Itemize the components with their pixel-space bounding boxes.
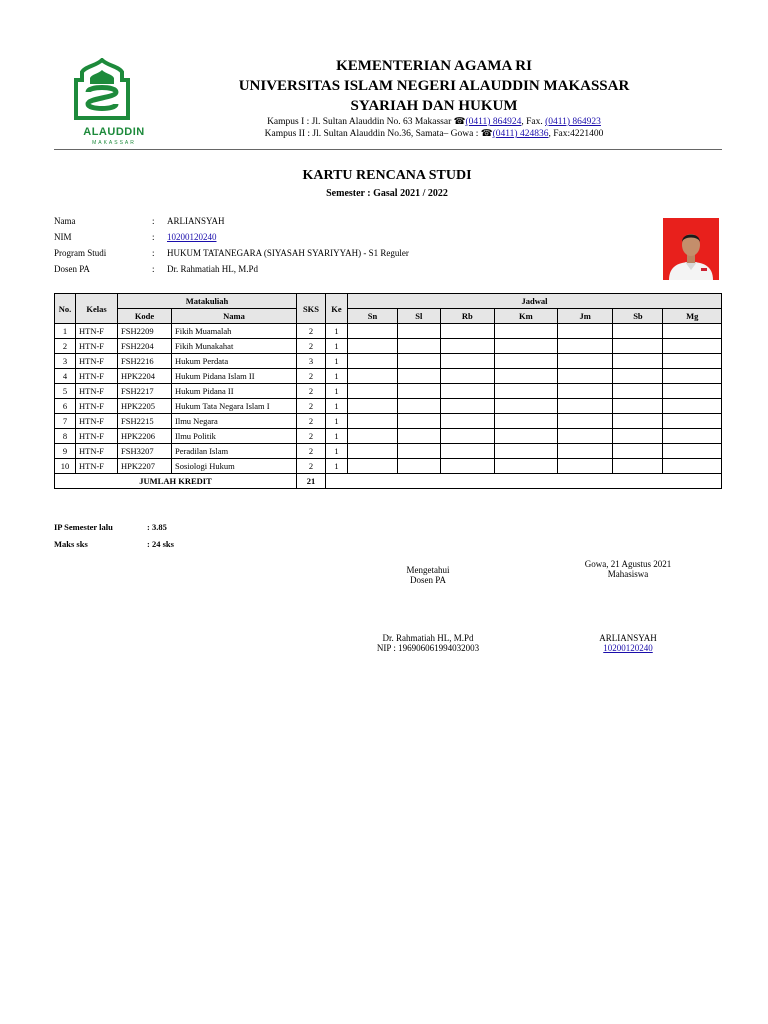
row-no: 6: [55, 399, 76, 414]
letterhead: [54, 56, 722, 148]
schedule-cell: [397, 399, 440, 414]
schedule-cell: [440, 414, 494, 429]
schedule-cell: [557, 459, 613, 474]
schedule-cell: [348, 339, 398, 354]
maks-value: : 24 sks: [147, 539, 174, 549]
schedule-cell: [494, 354, 557, 369]
info-row-dosen: Dosen PA : Dr. Rahmatiah HL, M.Pd: [54, 264, 258, 274]
info-row-prodi: Program Studi : HUKUM TATANEGARA (SIYASAH SYARIYYAH) - S1 Reguler: [54, 248, 409, 258]
schedule-cell: [613, 354, 663, 369]
schedule-cell: [397, 369, 440, 384]
campus1-fax-link[interactable]: (0411) 864923: [545, 117, 601, 127]
advisor-nip: NIP : 196906061994032003: [376, 643, 480, 653]
table-row: [55, 459, 722, 474]
campus1-phone-link[interactable]: (0411) 864924: [465, 117, 522, 127]
schedule-cell: [494, 384, 557, 399]
row-nama: Fikih Muamalah: [172, 324, 297, 339]
student-signature-heading: Gowa, 21 Agustus 2021 Mahasiswa: [560, 559, 696, 579]
table-row: [55, 444, 722, 459]
row-nama: Hukum Pidana Islam II: [172, 369, 297, 384]
ip-value: : 3.85: [147, 522, 167, 532]
col-nama: Nama: [172, 309, 297, 324]
schedule-cell: [348, 399, 398, 414]
schedule-cell: [663, 384, 722, 399]
col-day-rb: Rb: [440, 309, 494, 324]
schedule-cell: [663, 354, 722, 369]
row-kode: FSH2215: [118, 414, 172, 429]
table-row: [55, 399, 722, 414]
schedule-cell: [397, 354, 440, 369]
student-nim-link[interactable]: 10200120240: [167, 232, 217, 242]
row-ke: 1: [326, 324, 348, 339]
row-sks: 2: [297, 369, 326, 384]
schedule-cell: [397, 384, 440, 399]
col-day-km: Km: [494, 309, 557, 324]
semester-label: Semester : Gasal 2021 / 2022: [326, 188, 448, 199]
table-row: [55, 384, 722, 399]
logo-wordmark: ALAUDDIN: [83, 126, 145, 138]
schedule-cell: [663, 324, 722, 339]
row-no: 4: [55, 369, 76, 384]
row-sks: 2: [297, 414, 326, 429]
schedule-cell: [494, 459, 557, 474]
schedule-cell: [348, 429, 398, 444]
schedule-cell: [494, 429, 557, 444]
row-kode: FSH2204: [118, 339, 172, 354]
student-photo: [663, 218, 719, 280]
schedule-cell: [613, 444, 663, 459]
row-ke: 1: [326, 384, 348, 399]
row-kode: FSH2216: [118, 354, 172, 369]
row-ke: 1: [326, 459, 348, 474]
col-day-sb: Sb: [613, 309, 663, 324]
schedule-cell: [348, 414, 398, 429]
table-row: [55, 429, 722, 444]
row-nama: Hukum Perdata: [172, 354, 297, 369]
row-sks: 2: [297, 444, 326, 459]
schedule-cell: [663, 429, 722, 444]
col-matakuliah: Matakuliah: [118, 294, 297, 309]
table-row: [55, 414, 722, 429]
row-ke: 1: [326, 354, 348, 369]
row-sks: 2: [297, 459, 326, 474]
student-name: ARLIANSYAH: [167, 216, 225, 226]
row-kelas: HTN-F: [76, 459, 118, 474]
col-ke: Ke: [326, 294, 348, 324]
row-no: 7: [55, 414, 76, 429]
col-jadwal: Jadwal: [348, 294, 722, 309]
schedule-cell: [613, 414, 663, 429]
schedule-cell: [613, 339, 663, 354]
row-ke: 1: [326, 444, 348, 459]
schedule-cell: [494, 369, 557, 384]
schedule-cell: [613, 459, 663, 474]
campus1-address: Kampus I : Jl. Sultan Alauddin No. 63 Makassar ☎(0411) 864924, Fax. (0411) 864923: [267, 117, 601, 127]
schedule-cell: [613, 324, 663, 339]
signing-date: Gowa, 21 Agustus 2021: [584, 559, 672, 569]
schedule-cell: [494, 339, 557, 354]
row-kelas: HTN-F: [76, 369, 118, 384]
info-row-nama: Nama : ARLIANSYAH: [54, 216, 225, 226]
schedule-cell: [440, 444, 494, 459]
row-no: 10: [55, 459, 76, 474]
row-kelas: HTN-F: [76, 429, 118, 444]
schedule-cell: [348, 384, 398, 399]
row-sks: 2: [297, 324, 326, 339]
schedule-cell: [557, 399, 613, 414]
row-kode: HPK2206: [118, 429, 172, 444]
schedule-cell: [494, 324, 557, 339]
schedule-cell: [397, 324, 440, 339]
schedule-cell: [348, 444, 398, 459]
schedule-cell: [440, 384, 494, 399]
schedule-cell: [557, 384, 613, 399]
ip-row: IP Semester lalu : 3.85: [54, 522, 167, 532]
schedule-cell: [440, 429, 494, 444]
advisor-signature: [340, 633, 516, 653]
schedule-cell: [663, 369, 722, 384]
table-row: [55, 324, 722, 339]
advisor-name: Dr. Rahmatiah HL, M.Pd: [382, 633, 474, 643]
row-kode: FSH3207: [118, 444, 172, 459]
row-sks: 3: [297, 354, 326, 369]
faculty-name: SYARIAH DAN HUKUM: [350, 98, 518, 114]
semester-summary: [54, 522, 254, 556]
row-nama: Hukum Tata Negara Islam I: [172, 399, 297, 414]
university-logo: [66, 58, 145, 146]
row-sks: 2: [297, 429, 326, 444]
logo-subtext: MAKASSAR: [92, 140, 136, 146]
col-day-sn: Sn: [348, 309, 398, 324]
col-sks: SKS: [297, 294, 326, 324]
row-kelas: HTN-F: [76, 324, 118, 339]
phone-icon: ☎: [453, 117, 466, 127]
row-nama: Fikih Munakahat: [172, 339, 297, 354]
row-nama: Sosiologi Hukum: [172, 459, 297, 474]
total-row: [55, 474, 722, 489]
schedule-cell: [663, 444, 722, 459]
schedule-cell: [494, 444, 557, 459]
schedule-cell: [613, 429, 663, 444]
schedule-cell: [397, 459, 440, 474]
row-kelas: HTN-F: [76, 444, 118, 459]
ministry-name: KEMENTERIAN AGAMA RI: [336, 58, 532, 74]
schedule-cell: [613, 399, 663, 414]
schedule-cell: [663, 339, 722, 354]
total-label: JUMLAH KREDIT: [55, 474, 297, 489]
maks-row: Maks sks : 24 sks: [54, 539, 174, 549]
row-sks: 2: [297, 384, 326, 399]
schedule-cell: [494, 399, 557, 414]
row-sks: 2: [297, 339, 326, 354]
schedule-cell: [557, 369, 613, 384]
schedule-cell: [557, 339, 613, 354]
schedule-cell: [613, 369, 663, 384]
table-row: [55, 339, 722, 354]
schedule-cell: [557, 414, 613, 429]
row-ke: 1: [326, 399, 348, 414]
row-nama: Ilmu Politik: [172, 429, 297, 444]
info-row-nim: NIM : 10200120240: [54, 232, 217, 242]
col-day-jm: Jm: [557, 309, 613, 324]
schedule-cell: [613, 384, 663, 399]
schedule-cell: [397, 414, 440, 429]
schedule-cell: [494, 414, 557, 429]
row-ke: 1: [326, 414, 348, 429]
schedule-cell: [557, 324, 613, 339]
row-kode: FSH2209: [118, 324, 172, 339]
row-kelas: HTN-F: [76, 414, 118, 429]
row-kode: HPK2205: [118, 399, 172, 414]
advisor-signature-heading: Mengetahui Dosen PA: [406, 565, 450, 585]
row-sks: 2: [297, 399, 326, 414]
schedule-cell: [348, 459, 398, 474]
student-info: [54, 216, 654, 280]
schedule-cell: [440, 354, 494, 369]
row-ke: 1: [326, 339, 348, 354]
row-no: 1: [55, 324, 76, 339]
student-signature: [560, 633, 696, 653]
schedule-cell: [663, 414, 722, 429]
col-kode: Kode: [118, 309, 172, 324]
schedule-cell: [663, 399, 722, 414]
schedule-cell: [663, 459, 722, 474]
page-title: KARTU RENCANA STUDI: [302, 168, 472, 183]
schedule-cell: [440, 399, 494, 414]
phone-icon: ☎: [480, 129, 493, 139]
row-no: 5: [55, 384, 76, 399]
col-kelas: Kelas: [76, 294, 118, 324]
total-sks: 21: [297, 474, 326, 489]
schedule-cell: [440, 369, 494, 384]
row-kelas: HTN-F: [76, 399, 118, 414]
schedule-cell: [348, 369, 398, 384]
col-no: No.: [55, 294, 76, 324]
schedule-cell: [397, 444, 440, 459]
table-row: [55, 354, 722, 369]
row-kelas: HTN-F: [76, 384, 118, 399]
schedule-cell: [397, 429, 440, 444]
row-ke: 1: [326, 369, 348, 384]
letterhead-text: [204, 56, 664, 140]
alauddin-emblem-icon: [66, 58, 138, 126]
campus2-address: Kampus II : Jl. Sultan Alauddin No.36, Samata– Gowa : ☎(0411) 424836, Fax:4221400: [264, 129, 604, 139]
row-no: 3: [55, 354, 76, 369]
col-day-sl: Sl: [397, 309, 440, 324]
schedule-cell: [348, 354, 398, 369]
schedule-cell: [557, 444, 613, 459]
course-table: [54, 293, 722, 489]
person-photo-icon: [663, 218, 719, 280]
row-ke: 1: [326, 429, 348, 444]
row-no: 8: [55, 429, 76, 444]
academic-advisor: Dr. Rahmatiah HL, M.Pd: [167, 264, 258, 274]
schedule-cell: [348, 324, 398, 339]
row-no: 2: [55, 339, 76, 354]
row-kelas: HTN-F: [76, 339, 118, 354]
header-divider: [54, 149, 722, 150]
schedule-cell: [440, 324, 494, 339]
signer-nim-link[interactable]: 10200120240: [603, 643, 653, 653]
schedule-cell: [440, 459, 494, 474]
row-nama: Peradilan Islam: [172, 444, 297, 459]
row-no: 9: [55, 444, 76, 459]
schedule-cell: [557, 429, 613, 444]
row-kode: HPK2207: [118, 459, 172, 474]
campus2-phone-link[interactable]: (0411) 424836: [492, 129, 549, 139]
university-name: UNIVERSITAS ISLAM NEGERI ALAUDDIN MAKASSAR: [238, 78, 630, 94]
schedule-cell: [557, 354, 613, 369]
col-day-mg: Mg: [663, 309, 722, 324]
study-program: HUKUM TATANEGARA (SIYASAH SYARIYYAH) - S1 Reguler: [167, 248, 409, 258]
row-nama: Ilmu Negara: [172, 414, 297, 429]
signer-name: ARLIANSYAH: [599, 633, 657, 643]
schedule-cell: [397, 339, 440, 354]
row-kode: HPK2204: [118, 369, 172, 384]
row-kelas: HTN-F: [76, 354, 118, 369]
row-nama: Hukum Pidana II: [172, 384, 297, 399]
schedule-cell: [440, 339, 494, 354]
row-kode: FSH2217: [118, 384, 172, 399]
table-row: [55, 369, 722, 384]
